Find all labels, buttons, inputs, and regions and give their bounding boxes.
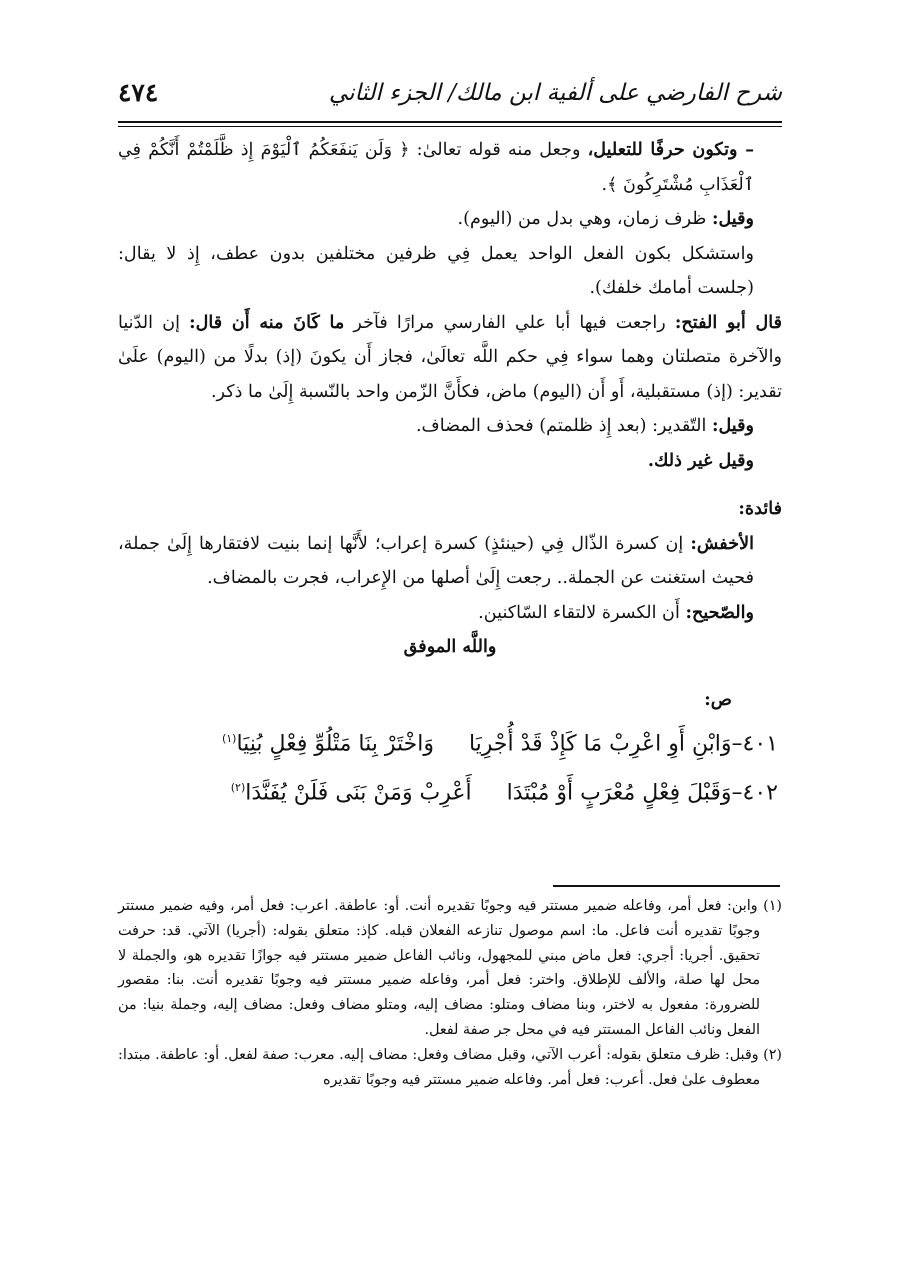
verse-hemistich-second: وَاخْتَرْ بِنَا مَتْلُوِّ فِعْلٍ بُنِيَا [236, 731, 434, 757]
header-rule-thick [118, 121, 782, 123]
paragraph-sahih [118, 596, 782, 631]
footnotes [118, 894, 782, 1092]
sad-label: ص: [704, 688, 732, 710]
page-number: ٤٧٤ [118, 78, 159, 107]
paragraph-text: وجعل منه قوله تعالىٰ: ﴿ وَلَن يَنفَعَكُمُ ٱلْيَوْمَ إِذ ظَّلَمْتُمْ أَنَّكُمْ فِي ٱلْعَذَابِ مُشْتَرِكُونَ ﴾. [118, 140, 754, 195]
main-text [118, 133, 782, 816]
paragraph-abu-al-fath [118, 306, 782, 410]
closing-line: واللَّه الموفق [403, 636, 497, 657]
header-title: شرح الفارضي على ألفية ابن مالك/ الجزء الثاني [328, 80, 782, 106]
paragraph-ta-lil [118, 133, 782, 202]
footnote-1: (١) وابن: فعل أمر، وفاعله ضمير مستتر فيه وجوبًا تقديره أنت. أو: عاطفة. اعرب: فعل أمر، وفيه ضمير مستتر وجوبًا تقديره أنت فاعل. ما: اسم موصول تنازعه الفعلان قبله. كإذ: متعلق بقوله: (أجريا) الآتي. قد: حرفت تحقيق. أجريا: أجري: فعل ماض مبني للمجهول، ونائب الفاعل ضمير مستتر فيه جوازًا تقديره هو، والجملة لا محل لها صلة، والألف للإطلاق. واختر: فعل أمر، وفاعله ضمير مستتر فيه وجوبًا تقديره أنت. بنا: مقصور للضرورة: مفعول به لاختر، وبنا مضاف ومتلو: مضاف إليه، ومتلو مضاف وفعل: مضاف إليه، وجملة بنيا: من الفعل ونائب الفاعل المستتر فيه في محل جر صفة لفعل. [118, 898, 782, 1038]
verse-hemistich-first: ٤٠٢–وَقَبْلَ فِعْلٍ مُعْرَبٍ أَوْ مُبْتَدَا [506, 780, 778, 806]
faida-heading: فائدة: [738, 498, 782, 519]
verse-401 [118, 717, 782, 766]
paragraph-text: أَن الكسرة لالتقاء السّاكنين. [478, 602, 686, 623]
footnote-marker: (١) [221, 732, 237, 745]
verse-hemistich-first: ٤٠١–وَابْنِ أَوِ اعْرِبْ مَا كَإِذْ قَدْ أُجْرِيَا [468, 731, 778, 757]
paragraph-text: إن الدّنيا والآخرة متصلتان وهما سواء فِي حكم اللَّه تعالَىٰ، فجاز أَن يكونَ (إذ) بدلًا من (اليوم) علَىٰ تقدير: (إذ) مستقبلية، أَو أَن (اليوم) ماض، فكأَنَّ الزّمن واحد بالنّسبة إِلَىٰ ما ذكر. [118, 312, 782, 402]
paragraph-label: وقيل: [711, 415, 754, 436]
verse-402 [118, 766, 782, 815]
paragraph-akhfash [118, 527, 782, 596]
footnote-marker: (٢) [230, 781, 246, 795]
paragraph-qila-2 [118, 409, 782, 444]
verse-hemistich-second: أَعْرِبْ وَمَنْ بَنَى فَلَنْ يُفَنَّدَا [245, 780, 472, 806]
paragraph-qila-ghayr: وقيل غير ذلك. [647, 449, 754, 471]
paragraph-qila-1 [118, 202, 782, 237]
paragraph-label: وقيل: [711, 208, 754, 229]
paragraph-label: الأخفش: [690, 532, 754, 554]
header-rule-thin [118, 126, 782, 127]
paragraph-text: التّقدير: (بعد إِذ ظلمتم) فحذف المضاف. [415, 416, 712, 436]
paragraph-emphasis: ما كَانَ منه أَن قال: [189, 311, 345, 333]
paragraph-label: والصّحيح: [685, 601, 754, 623]
footnote-2: (٢) وقبل: ظرف متعلق بقوله: أعرب الآتي، وقبل مضاف وفعل: مضاف إليه. معرب: صفة لفعل. أو: عاطفة. مبتدا: معطوف علىٰ فعل. أعرب: فعل أمر. وفاعله ضمير مستتر فيه وجوبًا تقديره [118, 1046, 782, 1088]
paragraph-text: ظرف زمان، وهي بدل من (اليوم). [457, 209, 712, 229]
paragraph-istashkal: واستشكل بكون الفعل الواحد يعمل فِي ظرفين مختلفين بدون عطف، إِذ لا يقال: (جلست أمامك خلفك). [118, 243, 754, 298]
paragraph-label: – وتكون حرفًا للتعليل، [587, 139, 755, 160]
paragraph-text: راجعت فيها أبا علي الفارسي مرارًا فآخر [344, 312, 675, 333]
paragraph-text: إن كسرة الذّال فِي (حينئذٍ) كسرة إعراب؛ لأَنَّها إنما بنيت لافتقارها إِلَىٰ جملة، فحيث استغنت عن الجملة.. رجعت إِلَىٰ أصلها من الإِعراب، فجرت بالمضاف. [118, 533, 754, 588]
paragraph-label: قال أبو الفتح: [674, 311, 782, 333]
running-header [118, 78, 782, 118]
footnote-separator [553, 885, 780, 887]
